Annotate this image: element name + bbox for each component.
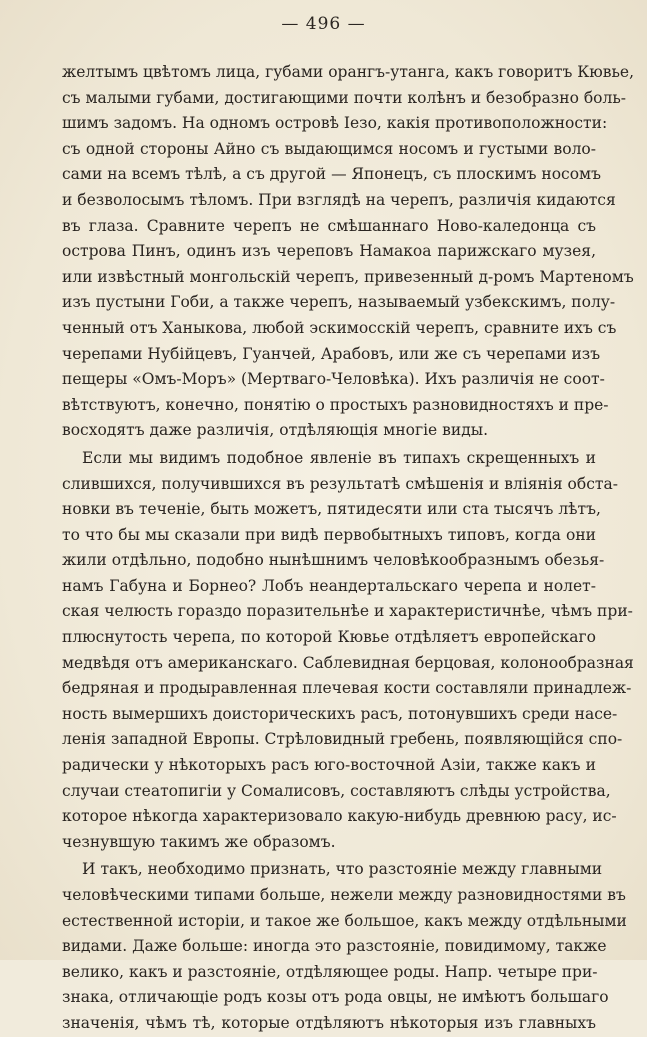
paragraph-2 (62, 446, 634, 856)
body-text (62, 60, 635, 1037)
text-line: ленія западной Европы. Стрѣловидный гребень, появляющійся спо- (62, 730, 623, 749)
paragraph-1 (62, 60, 635, 444)
text-line: знака, отличающіе родъ козы отъ рода овцы, не имѣютъ большаго (62, 988, 609, 1007)
text-line: случаи стеатопигіи у Сомалисовъ, составляютъ слѣды устройства, (62, 781, 611, 800)
text-line: намъ Габуна и Борнео? Лобъ неандертальскаго черепа и нолет- (62, 576, 596, 595)
text-line: то что бы мы сказали при видѣ первобытныхъ типовъ, когда они (62, 525, 596, 544)
text-line: съ одной стороны Айно съ выдающимся носомъ и густыми воло- (62, 139, 596, 158)
text-line: которое нѣкогда характеризовало какую-нибудь древнюю расу, ис- (62, 807, 617, 826)
text-line: медвѣдя отъ американскаго. Саблевидная берцовая, колонообразная (62, 653, 634, 672)
text-line: жили отдѣльно, подобно нынѣшнимъ человѣкообразнымъ обезья- (62, 551, 605, 570)
page-number: — 496 — (281, 14, 366, 34)
text-line: чезнувшую такимъ же образомъ. (62, 832, 336, 851)
text-line: и безволосымъ тѣломъ. При взглядѣ на черепъ, различія кидаются (62, 190, 616, 209)
text-line: плюснутость черепа, по которой Кювье отдѣляетъ европейскаго (62, 628, 596, 647)
text-line: ская челюсть гораздо поразительнѣе и характеристичнѣе, чѣмъ при- (62, 602, 633, 621)
text-line: сами на всемъ тѣлѣ, а съ другой — Японецъ, съ плоскимъ носомъ (62, 165, 601, 184)
text-line: велико, какъ и разстояніе, отдѣляющее роды. Напр. четыре при- (62, 962, 598, 981)
text-line: радически у нѣкоторыхъ расъ юго-восточной Азіи, также какъ и (62, 756, 596, 775)
text-line: ность вымершихъ доисторическихъ расъ, потонувшихъ среди насе- (62, 704, 618, 723)
text-line: естественной исторіи, и такое же большое, какъ между отдѣльными (62, 911, 627, 930)
text-line: человѣческими типами больше, нежели между разновидностями въ (62, 886, 626, 904)
text-line: пещеры «Омъ-Моръ» (Мертваго-Человѣка). Ихъ различія не соот- (62, 370, 605, 389)
text-line: изъ пустыни Гоби, а также черепъ, называемый узбекскимъ, полу- (62, 293, 616, 312)
text-line: восходятъ даже различія, отдѣляющія многіе виды. (62, 421, 489, 440)
text-line: значенія, чѣмъ тѣ, которые отдѣляютъ нѣкоторыя изъ главныхъ (62, 1013, 596, 1032)
text-line: слившихся, получившихся въ результатѣ смѣшенія и вліянія обста- (62, 474, 618, 493)
text-line: желтымъ цвѣтомъ лица, губами орангъ-утанга, какъ говоритъ Кювье, (62, 63, 635, 81)
text-line: острова Пинъ, одинъ изъ череповъ Намакоа парижскаго музея, (62, 242, 596, 261)
text-line: новки въ теченіе, быть можетъ, пятидесяти или ста тысячъ лѣтъ, (62, 500, 601, 519)
text-line: И такъ, необходимо признать, что разстояніе между главными (82, 860, 603, 879)
text-line: ченный отъ Ханыкова, любой эскимосскій черепъ, сравните ихъ съ (62, 318, 617, 337)
text-line: въ глаза. Сравните черепъ не смѣшаннаго Ново-каледонца съ (62, 216, 596, 235)
text-line: черепами Нубійцевъ, Гуанчей, Арабовъ, или же съ черепами изъ (62, 344, 601, 363)
text-line: съ малыми губами, достигающими почти колѣнъ и безобразно боль- (62, 88, 627, 107)
paragraph-3 (62, 857, 627, 1036)
text-line: Если мы видимъ подобное явленіе въ типахъ скрещенныхъ и (82, 448, 596, 467)
text-line: шимъ задомъ. На одномъ островѣ Іезо, какія противоположности: (62, 114, 608, 133)
text-line: вѣтствуютъ, конечно, понятію о простыхъ разновидностяхъ и пре- (62, 395, 609, 414)
text-line: или извѣстный монгольскій черепъ, привезенный д-ромъ Мартеномъ (62, 267, 634, 286)
text-line: видами. Даже больше: иногда это разстояніе, повидимому, также (62, 937, 607, 956)
text-line: бедряная и продыравленная плечевая кости составляли принадлеж- (62, 679, 632, 698)
